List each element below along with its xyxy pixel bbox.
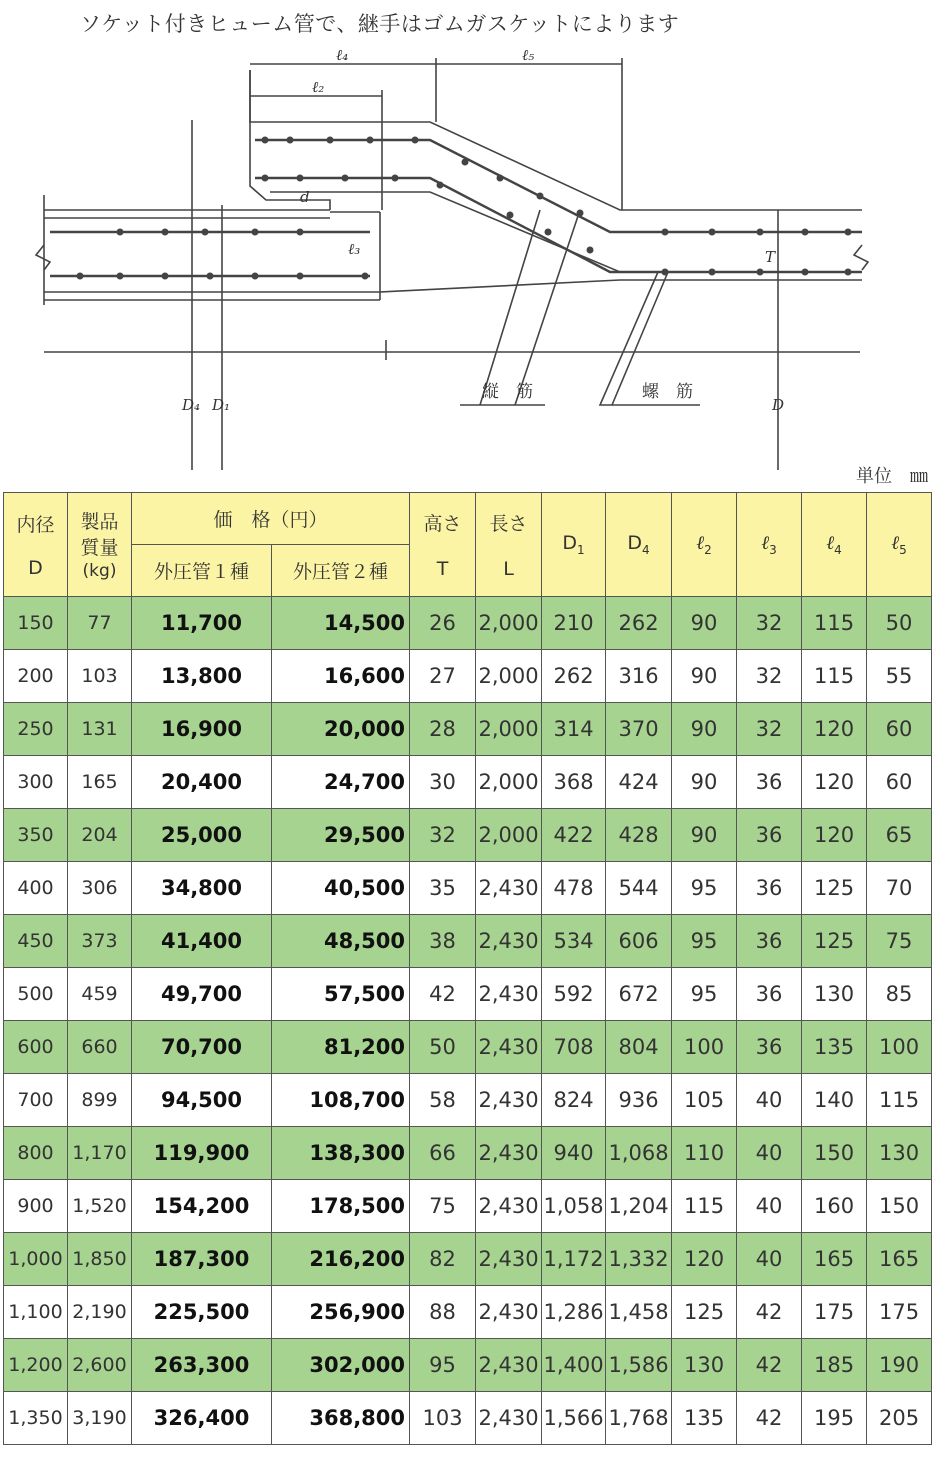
label-l4: ℓ₄ <box>336 46 349 64</box>
table-cell: 115 <box>867 1074 932 1127</box>
table-cell: 178,500 <box>272 1180 410 1233</box>
table-cell: 300 <box>4 756 68 809</box>
table-cell: 28 <box>410 703 476 756</box>
table-cell: 49,700 <box>132 968 272 1021</box>
table-cell: 660 <box>68 1021 132 1074</box>
table-cell: 368 <box>542 756 606 809</box>
table-cell: 478 <box>542 862 606 915</box>
table-cell: 262 <box>606 597 672 650</box>
table-cell: 250 <box>4 703 68 756</box>
table-cell: 42 <box>737 1286 802 1339</box>
table-cell: 42 <box>410 968 476 1021</box>
table-cell: 195 <box>802 1392 867 1445</box>
header-l2: ℓ$_2$ <box>672 493 737 597</box>
caption: ソケット付きヒューム管で、継手はゴムガスケットによります <box>80 12 680 36</box>
table-cell: 824 <box>542 1074 606 1127</box>
table-cell: 263,300 <box>132 1339 272 1392</box>
table-cell: 88 <box>410 1286 476 1339</box>
table-cell: 185 <box>802 1339 867 1392</box>
header-price: 価 格（円） <box>132 493 410 545</box>
table-cell: 600 <box>4 1021 68 1074</box>
table-cell: 400 <box>4 862 68 915</box>
unit-label: 単位 ㎜ <box>856 466 928 487</box>
table-cell: 700 <box>4 1074 68 1127</box>
table-cell: 306 <box>68 862 132 915</box>
label-spiral-bar: 螺 筋 <box>642 382 693 402</box>
table-cell: 606 <box>606 915 672 968</box>
table-cell: 120 <box>802 756 867 809</box>
table-cell: 190 <box>867 1339 932 1392</box>
table-cell: 95 <box>672 862 737 915</box>
table-cell: 119,900 <box>132 1127 272 1180</box>
table-cell: 42 <box>737 1392 802 1445</box>
table-cell: 29,500 <box>272 809 410 862</box>
table-cell: 1,100 <box>4 1286 68 1339</box>
table-cell: 38 <box>410 915 476 968</box>
header-mass: 製品質量 (kg) <box>68 493 132 597</box>
table-cell: 424 <box>606 756 672 809</box>
table-cell: 368,800 <box>272 1392 410 1445</box>
header-l3: ℓ$_3$ <box>737 493 802 597</box>
table-row <box>4 597 932 650</box>
table-cell: 350 <box>4 809 68 862</box>
table-cell: 90 <box>672 650 737 703</box>
table-cell: 55 <box>867 650 932 703</box>
table-cell: 428 <box>606 809 672 862</box>
table-cell: 800 <box>4 1127 68 1180</box>
table-cell: 103 <box>410 1392 476 1445</box>
table-row <box>4 1021 932 1074</box>
table-cell: 32 <box>737 650 802 703</box>
table-cell: 115 <box>802 597 867 650</box>
label-D4: D₄ <box>182 396 201 414</box>
table-cell: 1,068 <box>606 1127 672 1180</box>
table-cell: 140 <box>802 1074 867 1127</box>
table-cell: 130 <box>672 1339 737 1392</box>
label-d: d <box>300 188 310 206</box>
table-row <box>4 1127 932 1180</box>
table-cell: 2,190 <box>68 1286 132 1339</box>
table-cell: 108,700 <box>272 1074 410 1127</box>
table-cell: 2,430 <box>476 862 542 915</box>
table-cell: 95 <box>672 915 737 968</box>
table-cell: 32 <box>410 809 476 862</box>
table-cell: 1,566 <box>542 1392 606 1445</box>
table-cell: 90 <box>672 809 737 862</box>
table-cell: 326,400 <box>132 1392 272 1445</box>
table-row <box>4 915 932 968</box>
table-row <box>4 1233 932 1286</box>
table-row <box>4 703 932 756</box>
table-cell: 48,500 <box>272 915 410 968</box>
table-cell: 2,430 <box>476 1392 542 1445</box>
table-cell: 90 <box>672 756 737 809</box>
table-cell: 85 <box>867 968 932 1021</box>
table-cell: 2,430 <box>476 1286 542 1339</box>
table-cell: 2,430 <box>476 1127 542 1180</box>
table-cell: 204 <box>68 809 132 862</box>
table-cell: 110 <box>672 1127 737 1180</box>
header-l5: ℓ$_5$ <box>867 493 932 597</box>
table-cell: 2,000 <box>476 650 542 703</box>
table-cell: 1,000 <box>4 1233 68 1286</box>
spec-table <box>3 492 932 1445</box>
table-cell: 36 <box>737 1021 802 1074</box>
table-cell: 40 <box>737 1233 802 1286</box>
table-cell: 175 <box>867 1286 932 1339</box>
table-cell: 125 <box>802 862 867 915</box>
table-cell: 40 <box>737 1127 802 1180</box>
table-cell: 77 <box>68 597 132 650</box>
table-row <box>4 1180 932 1233</box>
table-cell: 262 <box>542 650 606 703</box>
table-cell: 450 <box>4 915 68 968</box>
table-cell: 302,000 <box>272 1339 410 1392</box>
table-cell: 100 <box>672 1021 737 1074</box>
table-cell: 1,172 <box>542 1233 606 1286</box>
table-cell: 50 <box>410 1021 476 1074</box>
table-cell: 1,850 <box>68 1233 132 1286</box>
table-cell: 120 <box>672 1233 737 1286</box>
table-cell: 2,430 <box>476 1180 542 1233</box>
table-cell: 95 <box>410 1339 476 1392</box>
label-l3: ℓ₃ <box>348 240 361 258</box>
table-cell: 165 <box>867 1233 932 1286</box>
table-cell: 130 <box>867 1127 932 1180</box>
table-cell: 135 <box>802 1021 867 1074</box>
label-l5: ℓ₅ <box>522 46 535 64</box>
table-cell: 66 <box>410 1127 476 1180</box>
header-length: 長さ L <box>476 493 542 597</box>
table-cell: 90 <box>672 597 737 650</box>
table-cell: 1,332 <box>606 1233 672 1286</box>
table-cell: 165 <box>802 1233 867 1286</box>
table-cell: 100 <box>867 1021 932 1074</box>
table-cell: 205 <box>867 1392 932 1445</box>
table-cell: 2,000 <box>476 756 542 809</box>
table-cell: 2,000 <box>476 809 542 862</box>
table-cell: 40 <box>737 1074 802 1127</box>
table-cell: 60 <box>867 703 932 756</box>
table-row <box>4 1074 932 1127</box>
table-cell: 24,700 <box>272 756 410 809</box>
table-cell: 216,200 <box>272 1233 410 1286</box>
table-cell: 57,500 <box>272 968 410 1021</box>
table-cell: 175 <box>802 1286 867 1339</box>
table-cell: 36 <box>737 756 802 809</box>
table-cell: 459 <box>68 968 132 1021</box>
table-cell: 138,300 <box>272 1127 410 1180</box>
table-cell: 2,430 <box>476 915 542 968</box>
table-cell: 125 <box>672 1286 737 1339</box>
table-cell: 20,000 <box>272 703 410 756</box>
table-cell: 41,400 <box>132 915 272 968</box>
table-cell: 160 <box>802 1180 867 1233</box>
table-cell: 50 <box>867 597 932 650</box>
table-cell: 20,400 <box>132 756 272 809</box>
table-cell: 2,600 <box>68 1339 132 1392</box>
table-cell: 26 <box>410 597 476 650</box>
table-cell: 1,170 <box>68 1127 132 1180</box>
table-cell: 1,520 <box>68 1180 132 1233</box>
table-cell: 373 <box>68 915 132 968</box>
table-cell: 187,300 <box>132 1233 272 1286</box>
table-row <box>4 1286 932 1339</box>
table-cell: 25,000 <box>132 809 272 862</box>
table-cell: 314 <box>542 703 606 756</box>
table-cell: 2,430 <box>476 968 542 1021</box>
table-cell: 2,430 <box>476 1233 542 1286</box>
header-gaiatsu-1: 外圧管１種 <box>132 545 272 597</box>
table-cell: 65 <box>867 809 932 862</box>
table-row <box>4 1339 932 1392</box>
table-cell: 75 <box>867 915 932 968</box>
table-cell: 900 <box>4 1180 68 1233</box>
table-cell: 316 <box>606 650 672 703</box>
table-cell: 13,800 <box>132 650 272 703</box>
table-cell: 70,700 <box>132 1021 272 1074</box>
table-row <box>4 756 932 809</box>
table-cell: 534 <box>542 915 606 968</box>
table-cell: 592 <box>542 968 606 1021</box>
table-cell: 1,058 <box>542 1180 606 1233</box>
table-cell: 804 <box>606 1021 672 1074</box>
table-cell: 105 <box>672 1074 737 1127</box>
table-cell: 422 <box>542 809 606 862</box>
table-cell: 899 <box>68 1074 132 1127</box>
header-l4: ℓ$_4$ <box>802 493 867 597</box>
table-cell: 40,500 <box>272 862 410 915</box>
table-cell: 210 <box>542 597 606 650</box>
table-cell: 200 <box>4 650 68 703</box>
table-cell: 16,600 <box>272 650 410 703</box>
table-cell: 82 <box>410 1233 476 1286</box>
table-cell: 2,430 <box>476 1074 542 1127</box>
table-cell: 1,286 <box>542 1286 606 1339</box>
table-cell: 1,204 <box>606 1180 672 1233</box>
table-cell: 936 <box>606 1074 672 1127</box>
table-cell: 165 <box>68 756 132 809</box>
table-cell: 58 <box>410 1074 476 1127</box>
table-cell: 1,586 <box>606 1339 672 1392</box>
table-cell: 150 <box>802 1127 867 1180</box>
header-D1: $D_1$ <box>542 493 606 597</box>
table-cell: 115 <box>672 1180 737 1233</box>
header-gaiatsu-2: 外圧管２種 <box>272 545 410 597</box>
table-cell: 2,000 <box>476 597 542 650</box>
table-row <box>4 809 932 862</box>
table-cell: 150 <box>867 1180 932 1233</box>
table-cell: 131 <box>68 703 132 756</box>
table-cell: 90 <box>672 703 737 756</box>
header-height: 高さ T <box>410 493 476 597</box>
table-cell: 1,400 <box>542 1339 606 1392</box>
table-cell: 95 <box>672 968 737 1021</box>
table-cell: 34,800 <box>132 862 272 915</box>
label-longitudinal-bar: 縦 筋 <box>482 382 533 402</box>
table-cell: 708 <box>542 1021 606 1074</box>
table-cell: 1,458 <box>606 1286 672 1339</box>
table-cell: 125 <box>802 915 867 968</box>
table-cell: 135 <box>672 1392 737 1445</box>
table-cell: 60 <box>867 756 932 809</box>
table-cell: 2,430 <box>476 1339 542 1392</box>
table-cell: 42 <box>737 1339 802 1392</box>
table-cell: 27 <box>410 650 476 703</box>
table-row <box>4 650 932 703</box>
table-cell: 30 <box>410 756 476 809</box>
table-cell: 81,200 <box>272 1021 410 1074</box>
table-cell: 14,500 <box>272 597 410 650</box>
table-cell: 40 <box>737 1180 802 1233</box>
table-cell: 370 <box>606 703 672 756</box>
header-naikei: 内径 D <box>4 493 68 597</box>
table-cell: 130 <box>802 968 867 1021</box>
label-D1: D₁ <box>212 396 231 414</box>
table-cell: 2,000 <box>476 703 542 756</box>
table-cell: 1,768 <box>606 1392 672 1445</box>
table-cell: 940 <box>542 1127 606 1180</box>
table-cell: 672 <box>606 968 672 1021</box>
table-cell: 36 <box>737 809 802 862</box>
table-cell: 36 <box>737 968 802 1021</box>
table-cell: 150 <box>4 597 68 650</box>
label-l2: ℓ₂ <box>312 78 325 96</box>
pipe-joint-diagram <box>0 40 934 480</box>
table-cell: 3,190 <box>68 1392 132 1445</box>
table-cell: 1,350 <box>4 1392 68 1445</box>
table-cell: 75 <box>410 1180 476 1233</box>
table-cell: 32 <box>737 703 802 756</box>
table-cell: 2,430 <box>476 1021 542 1074</box>
table-cell: 120 <box>802 809 867 862</box>
table-cell: 120 <box>802 703 867 756</box>
table-cell: 36 <box>737 862 802 915</box>
header-D4: $D_4$ <box>606 493 672 597</box>
table-cell: 225,500 <box>132 1286 272 1339</box>
label-T: T <box>765 248 776 266</box>
table-row <box>4 1392 932 1445</box>
table-cell: 36 <box>737 915 802 968</box>
table-cell: 70 <box>867 862 932 915</box>
table-cell: 35 <box>410 862 476 915</box>
label-D: D <box>772 396 785 414</box>
table-cell: 94,500 <box>132 1074 272 1127</box>
table-row <box>4 862 932 915</box>
table-cell: 544 <box>606 862 672 915</box>
table-cell: 256,900 <box>272 1286 410 1339</box>
table-cell: 103 <box>68 650 132 703</box>
table-cell: 154,200 <box>132 1180 272 1233</box>
table-cell: 115 <box>802 650 867 703</box>
table-cell: 1,200 <box>4 1339 68 1392</box>
table-cell: 11,700 <box>132 597 272 650</box>
table-cell: 500 <box>4 968 68 1021</box>
table-cell: 32 <box>737 597 802 650</box>
table-row <box>4 968 932 1021</box>
table-cell: 16,900 <box>132 703 272 756</box>
